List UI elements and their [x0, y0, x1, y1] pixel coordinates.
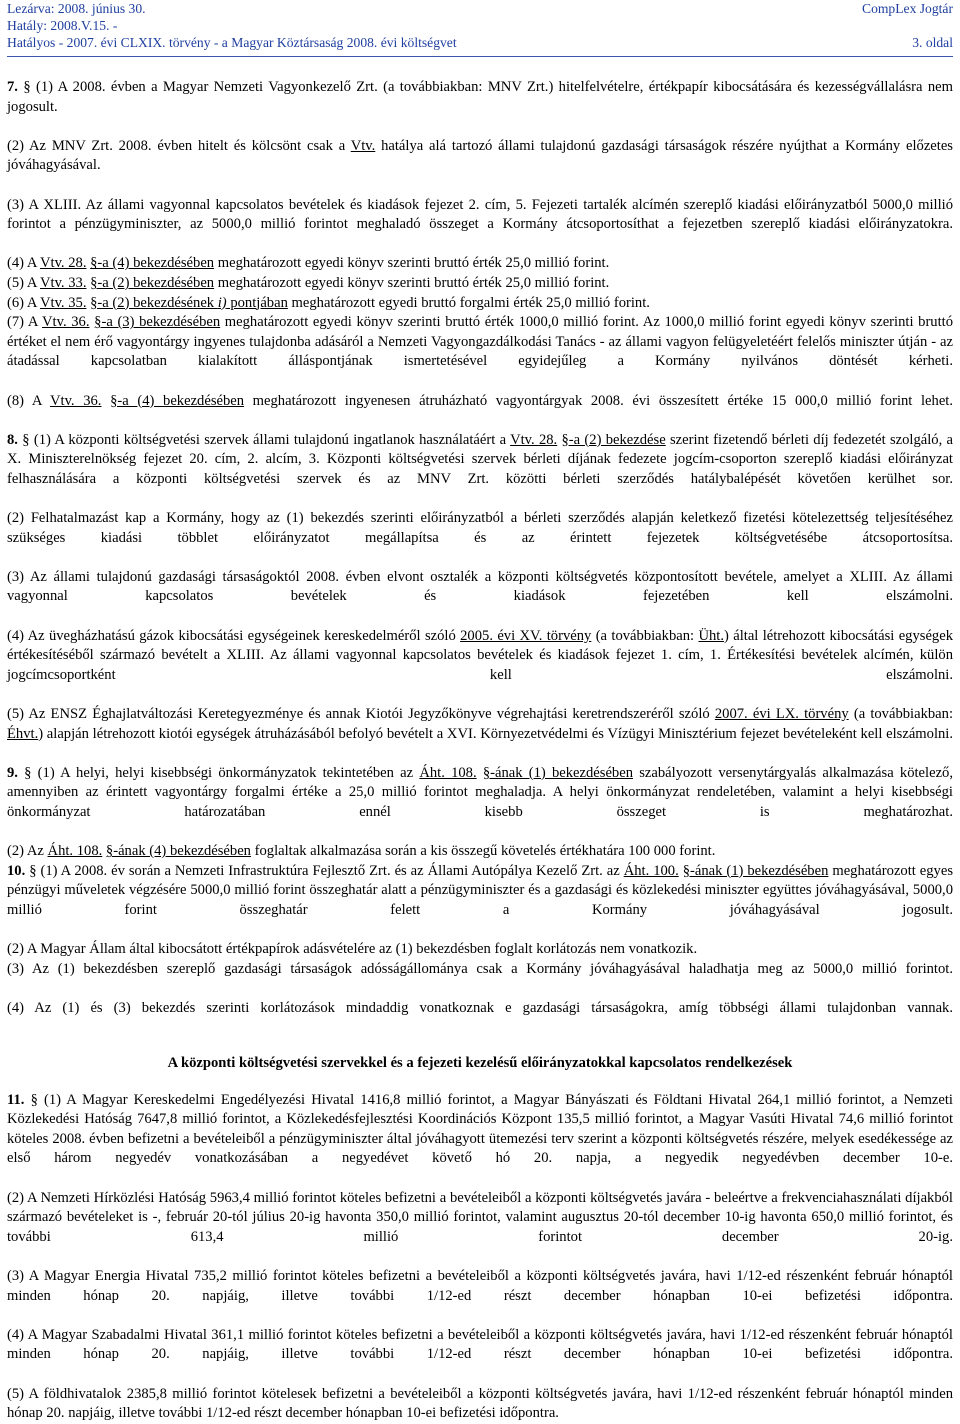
paragraph-text: (5) A — [7, 274, 40, 291]
law-reference-link[interactable]: Vtv. 33. — [39, 274, 87, 291]
law-reference-link[interactable]: Áht. 108. — [47, 843, 103, 860]
law-reference-link[interactable]: Éhvt. — [7, 725, 39, 742]
section-7-paragraph-8 — [7, 392, 953, 431]
section-10-paragraph-1 — [7, 862, 953, 940]
paragraph-text: szerint fizetendő bérleti díj fedezetét szolgáló, a X. Miniszterelnökség fejezet 20. cím, 2. alcím, 3. Központi költségvetési szervek bérleti díjának fedezete jogcím-csoporton szereplő kiadási előirányzat felhasználására a központi költségvetési szervek és az MNV Zrt. közötti bérleti szerződés hatálybalépését követően kerülhet sor. — [7, 431, 953, 487]
header-page-number: 3. oldal — [912, 35, 953, 50]
law-reference-link[interactable]: Vtv. 36. — [49, 392, 102, 409]
section-11-paragraph-2 — [7, 1189, 953, 1267]
law-reference-link[interactable]: §-a (4) bekezdésében — [110, 392, 245, 409]
section-7-paragraph-4 — [7, 254, 953, 274]
section-9-paragraph-1 — [7, 764, 953, 842]
header-effective-date: Hatály: 2008.V.15. - — [7, 18, 118, 33]
paragraph-text: (2) A Magyar Állam által kibocsátott értékpapírok adásvételére az (1) bekezdésben foglalt korlátozás nem vonatkozik. — [7, 941, 698, 958]
paragraph-text: ) által létrehozott kibocsátási egységek értékesítéséből származó bevételt a XLIII. Az állami vagyonnal kapcsolatos bevételek és kiadások fejezet 1. cím, 1. Értékesítési bevételek alcímén, külön jogcímcsoportként kell elszámolni. — [7, 627, 953, 683]
paragraph-text: meghatározott egyes pénzügyi műveletek végzésére 5000,0 millió forint összeghatár alatt a pénzügyminiszter és a gazdasági és közlekedési miniszter együttes jóváhagyásával, 5000,0 millió forint összeghatár felett a Kormány jóváhagyásával jogosult. — [7, 862, 954, 918]
section-8-paragraph-5 — [7, 705, 953, 764]
section-11-paragraph-4 — [7, 1326, 953, 1385]
law-reference-link[interactable]: Áht. 108. — [419, 764, 477, 781]
header-closed-date: Lezárva: 2008. június 30. — [7, 1, 146, 16]
law-reference-link[interactable]: §-a (2) bekezdése — [561, 431, 666, 448]
section-10-paragraph-3 — [7, 960, 953, 999]
header-document-title: Hatályos - 2007. évi CLXIX. törvény - a Magyar Köztársaság 2008. évi költségvet — [7, 35, 457, 50]
paragraph-text: (1) A 2008. évben a Magyar Nemzeti Vagyonkezelő Zrt. (a továbbiakban: MNV Zrt.) hitelfelvételre, értékpapír kibocsátására és kezességvállalásra nem jogosult. — [7, 79, 953, 115]
section-sign: § — [23, 79, 31, 95]
section-sign: § — [30, 1091, 38, 1108]
paragraph-text: (1) A helyi, helyi kisebbségi önkormányzatok tekintetében az — [31, 764, 420, 781]
section-10-paragraph-2 — [7, 940, 953, 960]
law-reference-link[interactable]: Vtv. 35. — [39, 294, 87, 311]
paragraph-text: (5) A földhivatalok 2385,8 millió forintot kötelesek befizetni a bevételeiből a központi költségvetés javára, havi 1/12-ed részenként február hónaptól minden hónap 20. napjáig, illetve további 1/12-ed részt december hónapban 10-ei befizetési időpontra. — [7, 1385, 953, 1422]
section-8-paragraph-4 — [7, 627, 953, 705]
paragraph-text: (1) A 2008. év során a Nemzeti Infrastruktúra Fejlesztő Zrt. és az Állami Autópálya Kezelő Zrt. az — [36, 862, 624, 879]
paragraph-text: meghatározott ingyenesen átruházható vagyontárgyak 2008. évi összesített értéke 15 000,0 millió forint lehet. — [244, 392, 953, 409]
space — [101, 393, 110, 409]
section-number: 10. — [7, 862, 26, 879]
paragraph-text: (1) A Magyar Kereskedelmi Engedélyezési Hivatal 1416,8 millió forintot, a Magyar Bányászati és Földtani Hivatal 264,1 millió forintot, a Nemzeti Közlekedési Hatóság 7647,8 millió forintot, a Közlekedésfejlesztési Koordinációs Központ 135,5 millió forintot, a Magyar Vasúti Hivatal 74,6 millió forintot köteles 2008. évben befizetni a bevételeiből a pénzügyminiszter által jóváhagyott ütemezési terv szerint a központi költségvetés részére, melyek esedékessége az első három negyedév vonatkozásában a negyedévet követő hó 20. napja, a negyedik negyedévben december 10-e. — [7, 1091, 953, 1167]
paragraph-text: (a továbbiakban: — [591, 627, 699, 644]
page-header — [7, 0, 953, 56]
section-8-paragraph-3 — [7, 568, 953, 627]
paragraph-text: meghatározott egyedi könyv szerinti bruttó érték 1000,0 millió forint. Az 1000,0 millió forint egyedi könyv szerinti bruttó értéket el nem érő vagyontárgy ingyenes tulajdonba adásáról a Nemzeti Vagyongazdálkodási Tanács - az állami vagyon felügyeletéért felelős miniszter útján - az átadással kapcsolatban kialakított álláspontjának ismertetésével egyidejűleg a Kormány nyilvános döntését kérheti. — [7, 314, 954, 370]
section-sign: § — [29, 862, 37, 879]
law-reference-link[interactable]: §-ának (4) bekezdésében — [105, 843, 251, 860]
section-number: 9. — [7, 764, 18, 781]
paragraph-text: meghatározott egyedi bruttó forgalmi érték 25,0 millió forint. — [287, 294, 650, 311]
paragraph-text: hatálya alá tartozó állami tulajdonú gazdasági társaságok részére nyújthat a Kormány előzetes jóváhagyásával. — [7, 137, 953, 174]
paragraph-text: (2) Az — [7, 843, 48, 860]
paragraph-text: (3) A Magyar Energia Hivatal 735,2 millió forintot köteles befizetni a bevételeiből a központi költségvetés javára, havi 1/12-ed részenként február hónaptól minden hónap 20. napjáig, illetve további 1/12-ed részt december hónapban 10-ei befizetési időpontra. — [7, 1268, 953, 1304]
section-11-paragraph-5 — [7, 1385, 953, 1424]
law-reference-link[interactable] — [90, 295, 288, 311]
section-7-paragraph-2 — [7, 137, 953, 196]
section-7-paragraph-7 — [7, 313, 953, 391]
paragraph-text: ) alapján létrehozott kiotói egységek átruházásából befolyó bevételt a XVI. Környezetvédelmi és Vízügyi Minisztérium fejezet bevételeként kell elszámolni. — [38, 725, 953, 742]
link-text: §-a (2) bekezdésének — [90, 294, 218, 311]
section-sign: § — [24, 764, 32, 781]
law-reference-link[interactable]: 2005. évi XV. törvény — [460, 627, 592, 644]
law-reference-link[interactable]: Üht. — [698, 627, 724, 644]
paragraph-text: (3) Az (1) bekezdésben szereplő gazdasági társaságok adósságállománya csak a Kormány jóváhagyásával haladhatja meg az 5000,0 millió forintot. — [7, 960, 953, 977]
law-reference-link[interactable]: §-a (2) bekezdésében — [90, 274, 215, 291]
law-reference-link[interactable]: Vtv. 28. — [39, 255, 87, 272]
header-divider — [7, 56, 953, 57]
paragraph-text: (3) A XLIII. Az állami vagyonnal kapcsolatos bevételek és kiadások fejezet 2. cím, 5. Fejezeti tartalék alcímén szereplő kiadási előirányzatból 5000,0 millió forintot a pénzügyminiszter, az 5000,0 millió forintot meghaladó összeget a Kormány átcsoportosíthat a fejezetben szereplő kiadási előirányzatokra. — [7, 196, 953, 233]
link-text: pontjában — [226, 294, 288, 311]
chapter-heading: A központi költségvetési szervekkel és a fejezeti kezelésű előirányzatokkal kapcsolatos rendelkezések — [167, 1055, 793, 1072]
law-reference-link[interactable]: §-a (4) bekezdésében — [90, 255, 215, 272]
paragraph-text: (4) Az üvegházhatású gázok kibocsátási egységeinek kereskedelméről szóló — [7, 627, 461, 644]
paragraph-text: (4) A Magyar Szabadalmi Hivatal 361,1 millió forintot köteles befizetni a bevételeiből a központi költségvetés javára, havi 1/12-ed részenként február hónaptól minden hónap 20. napjáig, illetve további 1/12-ed részt december hónapban 10-ei befizetési időpontra. — [7, 1326, 953, 1363]
paragraph-text: (a továbbiakban: — [848, 706, 954, 722]
paragraph-text: (2) A Nemzeti Hírközlési Hatóság 5963,4 millió forintot köteles befizetni a bevételeiből a központi költségvetés javára - beleértve a frekvenciahasználati díjakból származó bevételeket is -, február 20-tól július 20-ig havonta 350,0 millió forintot, valamint augusztus 20-tól december 10-ig havonta 650,0 millió forintot, és további 613,4 millió forintot december 20-ig. — [7, 1189, 953, 1245]
paragraph-text: meghatározott egyedi könyv szerinti bruttó érték 25,0 millió forint. — [214, 255, 610, 272]
section-9-paragraph-2 — [7, 842, 953, 862]
paragraph-text: meghatározott egyedi könyv szerinti bruttó érték 25,0 millió forint. — [214, 274, 610, 291]
law-reference-link[interactable]: §-a (3) bekezdésében — [94, 314, 221, 331]
section-number: 7. — [7, 79, 18, 95]
law-reference-link[interactable]: Vtv. 28. — [510, 431, 558, 448]
section-8-paragraph-2 — [7, 509, 953, 568]
law-reference-link[interactable]: Vtv. 36. — [42, 314, 90, 331]
law-reference-link[interactable]: §-ának (1) bekezdésében — [682, 862, 829, 879]
section-number: 8. — [7, 431, 18, 448]
paragraph-text: (4) Az (1) és (3) bekezdés szerinti korlátozások mindaddig vonatkoznak e gazdasági társaságokra, amíg többségi állami tulajdonban vannak. — [7, 999, 953, 1016]
paragraph-text: (7) A — [7, 314, 42, 331]
section-11-paragraph-1 — [7, 1091, 953, 1189]
paragraph-text: (6) A — [7, 294, 40, 311]
section-7-paragraph-1 — [7, 78, 953, 137]
paragraph-text: szabályozott versenytárgyalás alkalmazása kötelező, amennyiben az érintett vagyontárgy forgalmi értéke a 25,0 millió forintot meghaladja. A helyi önkormányzat rendeletében, valamint a helyi kisebbségi önkormányzat határozatában ennél kisebb összeget is meghatározhat. — [7, 764, 953, 820]
section-8-paragraph-1 — [7, 431, 953, 509]
document-body — [7, 78, 953, 1424]
paragraph-text: (3) Az állami tulajdonú gazdasági társaságoktól 2008. évben elvont osztalék a központi költségvetés központosított bevétele, amelyet a XLIII. Az állami vagyonnal kapcsolatos bevételek és kiadások fejezetében kell elszámolni. — [7, 568, 953, 605]
section-7-paragraph-6 — [7, 294, 953, 314]
section-sign: § — [22, 431, 30, 448]
paragraph-text: (5) Az ENSZ Éghajlatváltozási Keretegyezménye és annak Kiotói Jegyzőkönyve végrehajtási keretrendszeréről szóló — [7, 706, 715, 722]
paragraph-text: (2) Az MNV Zrt. 2008. évben hitelt és kölcsönt csak a — [7, 137, 351, 154]
paragraph-text: (8) A — [7, 392, 50, 409]
paragraph-text: (1) A központi költségvetési szervek állami tulajdonú ingatlanok használatáért a — [29, 431, 511, 448]
section-7-paragraph-5 — [7, 274, 953, 294]
section-11-paragraph-3 — [7, 1267, 953, 1326]
link-italic-point: i) — [217, 294, 227, 311]
paragraph-text: foglaltak alkalmazása során a kis összegű követelés értékhatára 100 000 forint. — [250, 843, 716, 860]
law-reference-link[interactable]: 2007. évi LX. törvény — [714, 706, 849, 722]
paragraph-text: (2) Felhatalmazást kap a Kormány, hogy az (1) bekezdés szerinti előirányzatból a bérleti szerződés alapján keletkező fizetési kötelezettség teljesítéséhez szükséges kiadási többlet előirányzatot megállapítsa és az érintett fejezetek költségvetésébe átcsoportosítsa. — [7, 510, 953, 546]
law-reference-link[interactable]: §-ának (1) bekezdésében — [482, 764, 634, 781]
section-7-paragraph-3 — [7, 196, 953, 255]
paragraph-text: (4) A — [7, 255, 40, 272]
header-app-name: CompLex Jogtár — [862, 1, 953, 16]
law-reference-link[interactable]: Áht. 100. — [623, 862, 679, 879]
law-reference-link[interactable]: Vtv. — [350, 137, 376, 154]
section-10-paragraph-4 — [7, 999, 953, 1038]
section-number: 11. — [7, 1091, 25, 1108]
